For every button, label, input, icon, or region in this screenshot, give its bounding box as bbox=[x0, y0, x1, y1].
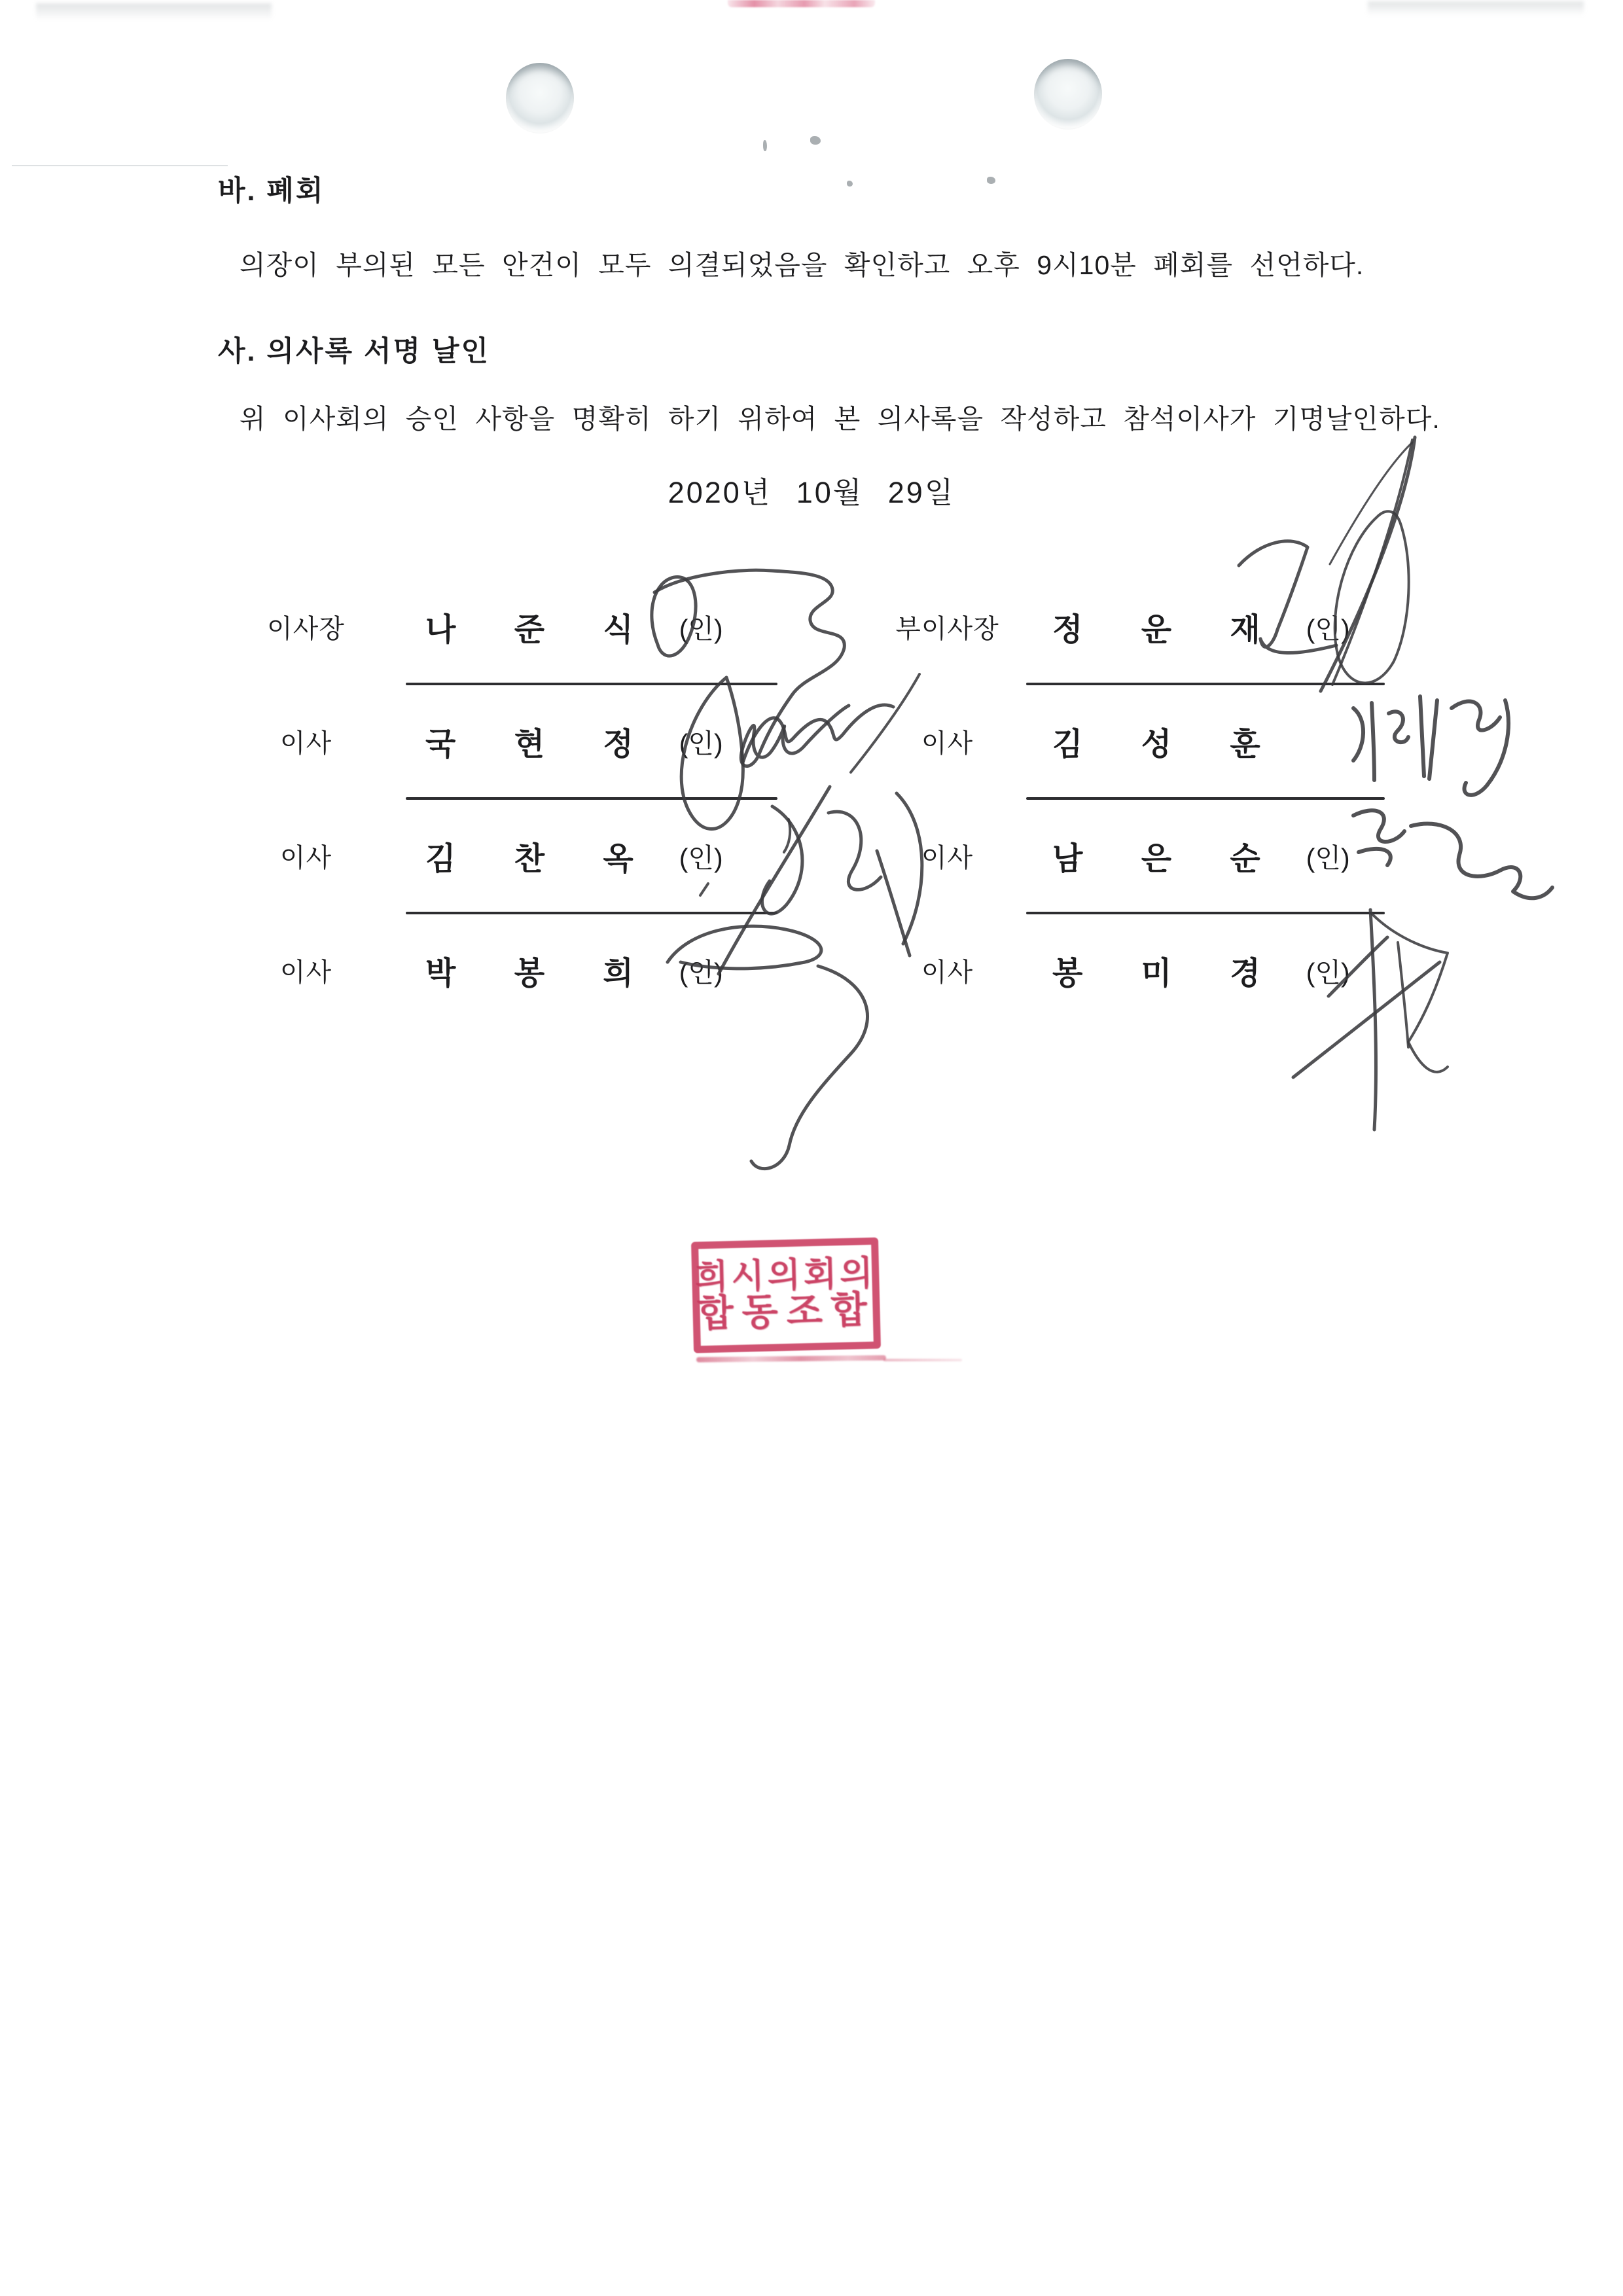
seal-text-line2: 합동조합 bbox=[696, 1288, 876, 1335]
signer-cell-nameunsun bbox=[785, 798, 1623, 913]
signature-row-3 bbox=[0, 798, 1623, 913]
ink-speck bbox=[810, 136, 821, 145]
signer-role: 이사 bbox=[921, 958, 974, 987]
signer-role: 이사 bbox=[279, 729, 332, 758]
section-heading-closing: 바. 폐회 bbox=[218, 175, 325, 207]
signer-name: 김 찬 옥 bbox=[425, 842, 635, 876]
document-date: 2020년 10월 29일 bbox=[668, 476, 955, 509]
section-heading-signing: 사. 의사록 서명 날인 bbox=[218, 336, 491, 367]
signer-role: 이사장 bbox=[267, 615, 345, 643]
signer-name: 정 운 재 bbox=[1052, 613, 1262, 647]
scan-smudge-top-right bbox=[1368, 1, 1584, 16]
section-body-signing: 위 이사회의 승인 사항을 명확히 하기 위하여 본 의사록을 작성하고 참석이사가 기명날인하다. bbox=[240, 404, 1440, 434]
signer-cell-kimseonghun bbox=[785, 684, 1623, 798]
seal-placeholder: (인) bbox=[679, 728, 723, 759]
seal-placeholder: (인) bbox=[679, 614, 723, 644]
signer-cell-gukhyeonjeong bbox=[0, 684, 785, 798]
signer-cell-kimchanok bbox=[0, 798, 785, 913]
punch-hole-left bbox=[506, 63, 574, 134]
signer-cell-jeongunjae bbox=[785, 569, 1623, 684]
signer-cell-parkbonghui bbox=[0, 913, 785, 1028]
seal-placeholder: (인) bbox=[1306, 958, 1350, 988]
signature-row-1 bbox=[0, 569, 1623, 684]
seal-text-line1: 희시의회의 bbox=[694, 1254, 877, 1297]
signer-cell-najunsik bbox=[0, 569, 785, 684]
section-body-closing: 의장이 부의된 모든 안건이 모두 의결되었음을 확인하고 오후 9시10분 폐회를 선언하다. bbox=[240, 250, 1364, 280]
signer-name: 나 준 식 bbox=[425, 613, 635, 647]
signer-name: 남 은 순 bbox=[1052, 842, 1262, 876]
seal-placeholder: (인) bbox=[679, 958, 723, 988]
seal-ink-smudge-tail bbox=[883, 1359, 962, 1361]
signer-role: 이사 bbox=[921, 844, 974, 872]
signer-cell-bongmigyeong bbox=[785, 913, 1623, 1028]
seal-placeholder: (인) bbox=[1306, 614, 1350, 644]
ink-speck bbox=[847, 181, 853, 187]
signer-name: 박 봉 희 bbox=[425, 956, 635, 991]
seal-placeholder: (인) bbox=[1306, 843, 1350, 873]
seal-placeholder: (인) bbox=[679, 843, 723, 873]
signer-name: 국 현 정 bbox=[425, 727, 635, 762]
signer-role: 이사 bbox=[279, 958, 332, 987]
ink-speck bbox=[763, 140, 767, 151]
corporate-seal-stamp bbox=[691, 1238, 881, 1354]
seal-ink-smudge bbox=[696, 1355, 886, 1362]
signer-role: 이사 bbox=[279, 844, 332, 872]
punch-hole-right bbox=[1034, 59, 1102, 130]
signature-table bbox=[0, 569, 1623, 1028]
scan-line-artifact bbox=[12, 165, 228, 166]
torn-red-stamp-artifact bbox=[728, 0, 875, 7]
ink-speck bbox=[987, 177, 995, 184]
signer-name: 김 성 훈 bbox=[1052, 727, 1262, 762]
signer-role: 이사 bbox=[921, 729, 974, 758]
signature-row-4 bbox=[0, 913, 1623, 1028]
signature-row-2 bbox=[0, 684, 1623, 798]
signer-name: 봉 미 경 bbox=[1052, 956, 1262, 991]
scan-smudge-top-left bbox=[36, 3, 272, 20]
signer-role: 부이사장 bbox=[895, 615, 999, 643]
